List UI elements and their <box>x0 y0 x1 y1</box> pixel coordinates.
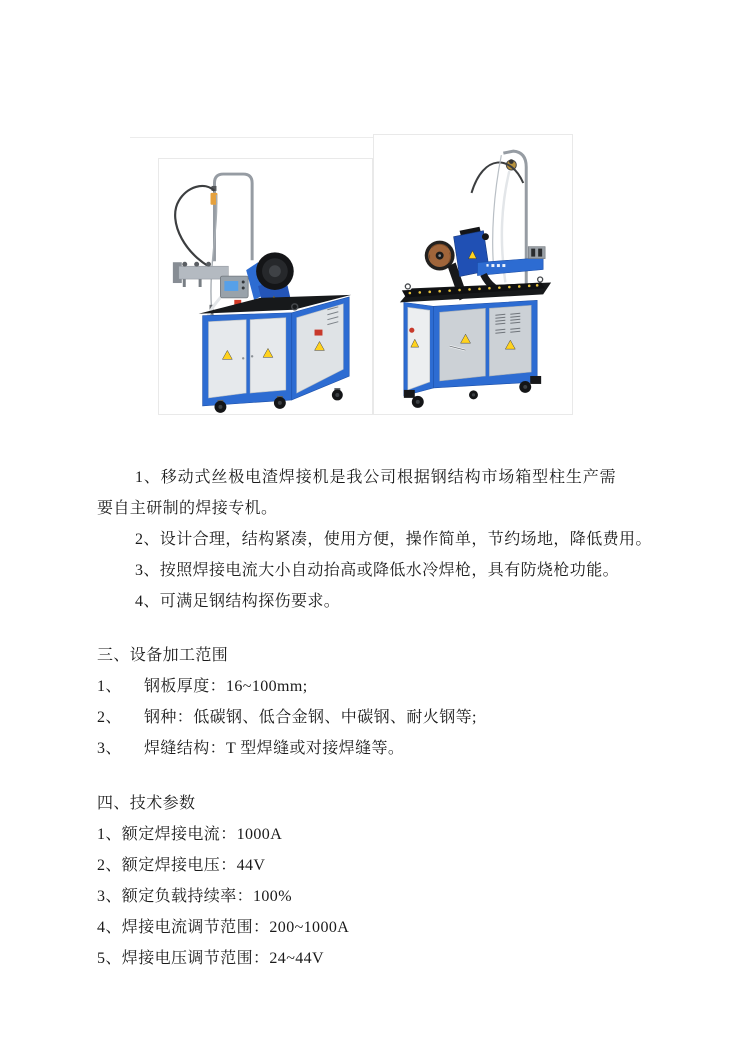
list-item <box>97 733 653 764</box>
product-photo-left <box>158 158 373 415</box>
intro-paragraph: 4、可满足钢结构探伤要求。 <box>135 593 341 610</box>
cabinet <box>203 297 350 406</box>
list-item-number: 1、 <box>97 678 122 695</box>
list-item-text: 钢板厚度：16~100mm; <box>144 678 308 695</box>
intro-paragraph: 1、移动式丝极电渣焊接机是我公司根据钢结构市场箱型柱生产需要自主研制的焊接专机。 <box>97 469 616 517</box>
list-item-text: 钢种：低碳钢、低合金钢、中碳钢、耐火钢等; <box>144 709 477 726</box>
emergency-stop-button <box>409 328 414 333</box>
pole-clamp <box>528 247 545 259</box>
cabinet-side-panel <box>292 297 349 400</box>
spec-item: 2、额定焊接电压：44V <box>97 857 266 874</box>
intro-paragraph: 2、设计合理，结构紧凑，使用方便，操作简单，节约场地，降低费用。 <box>135 531 652 548</box>
cabinet-door <box>209 320 247 398</box>
spec-item: 3、额定负载持续率：100% <box>97 888 292 905</box>
document-body <box>97 462 653 974</box>
product-figure <box>130 134 573 416</box>
list-item-number: 3、 <box>97 740 122 757</box>
list-item <box>97 671 653 702</box>
spec-item: 5、焊接电压调节范围：24~44V <box>97 950 325 967</box>
spec-item: 1、额定焊接电流：1000A <box>97 826 283 843</box>
spec-item: 4、焊接电流调节范围：200~1000A <box>97 919 350 936</box>
cabinet-door <box>440 308 486 381</box>
section-title-tech-params: 四、技术参数 <box>97 795 196 812</box>
cabinet-door <box>250 318 286 393</box>
intro-paragraph: 3、按照焊接电流大小自动抬高或降低水冷焊枪，具有防烧枪功能。 <box>135 562 620 579</box>
indicator-red <box>315 330 323 336</box>
list-item <box>97 702 653 733</box>
figure-border-artifact <box>130 137 373 138</box>
section-title-processing-range: 三、设备加工范围 <box>97 647 229 664</box>
list-item-text: 焊缝结构：T 型焊缝或对接焊缝等。 <box>144 740 405 757</box>
cabinet-side-panel <box>404 302 434 396</box>
machine-illustration-left <box>159 159 372 414</box>
torch-cable <box>175 186 230 326</box>
machine-illustration-right <box>374 135 572 414</box>
cabinet-door <box>489 305 531 376</box>
list-item-number: 2、 <box>97 709 122 726</box>
table-top <box>400 277 551 302</box>
cabinet <box>404 300 537 396</box>
control-pendant <box>220 276 248 298</box>
product-photo-right <box>373 134 573 415</box>
